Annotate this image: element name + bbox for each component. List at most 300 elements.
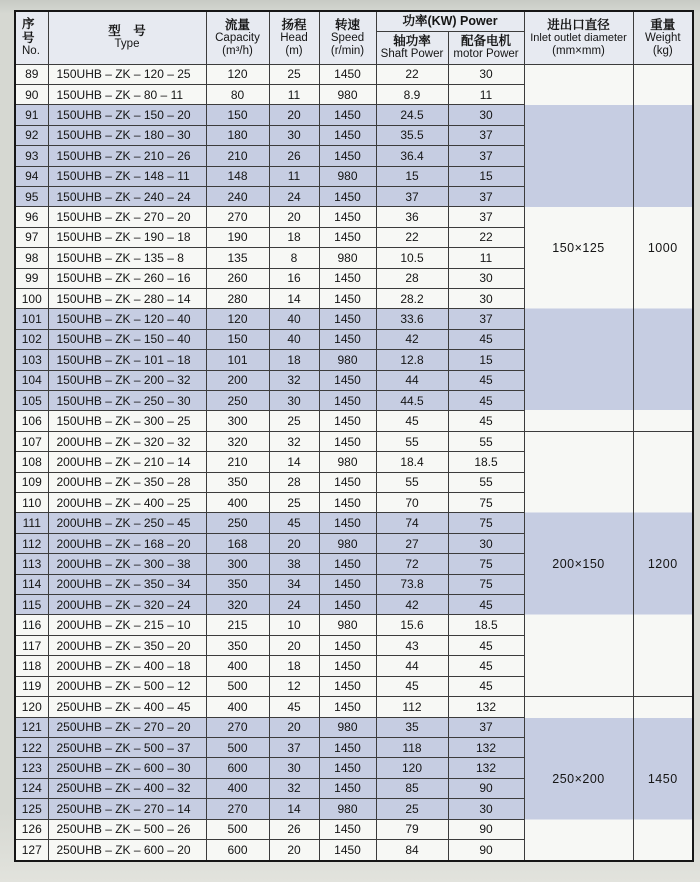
cell-motor-power: 75 <box>448 493 524 513</box>
cell-no: 94 <box>15 166 48 186</box>
cell-weight-group: 1000 <box>633 64 693 431</box>
cell-speed: 1450 <box>319 778 376 798</box>
cell-motor-power: 90 <box>448 839 524 861</box>
cell-capacity: 250 <box>206 513 269 533</box>
cell-no: 113 <box>15 554 48 574</box>
cell-no: 116 <box>15 615 48 635</box>
cell-shaft-power: 55 <box>376 431 448 451</box>
header-motor-power-en: motor Power <box>453 48 519 60</box>
cell-type: 150UHB – ZK – 80 – 11 <box>48 84 206 104</box>
cell-speed: 1450 <box>319 697 376 717</box>
cell-type: 150UHB – ZK – 120 – 25 <box>48 64 206 84</box>
cell-head: 32 <box>269 778 319 798</box>
cell-capacity: 200 <box>206 370 269 390</box>
cell-capacity: 150 <box>206 329 269 349</box>
cell-motor-power: 37 <box>448 125 524 145</box>
cell-no: 109 <box>15 472 48 492</box>
cell-speed: 1450 <box>319 288 376 308</box>
table-body <box>15 64 693 861</box>
cell-shaft-power: 35.5 <box>376 125 448 145</box>
cell-shaft-power: 22 <box>376 64 448 84</box>
table-header <box>15 11 693 64</box>
cell-shaft-power: 27 <box>376 533 448 553</box>
header-type-en: Type <box>114 38 140 51</box>
cell-head: 37 <box>269 737 319 757</box>
cell-type: 200UHB – ZK – 320 – 24 <box>48 595 206 615</box>
cell-capacity: 320 <box>206 431 269 451</box>
cell-speed: 1450 <box>319 839 376 861</box>
cell-speed: 980 <box>319 452 376 472</box>
cell-speed: 1450 <box>319 125 376 145</box>
cell-motor-power: 30 <box>448 288 524 308</box>
cell-type: 150UHB – ZK – 270 – 20 <box>48 207 206 227</box>
cell-capacity: 250 <box>206 391 269 411</box>
cell-head: 20 <box>269 635 319 655</box>
cell-head: 38 <box>269 554 319 574</box>
header-head-en: Head <box>280 31 308 44</box>
cell-shaft-power: 35 <box>376 717 448 737</box>
cell-type: 150UHB – ZK – 150 – 20 <box>48 105 206 125</box>
cell-head: 12 <box>269 676 319 696</box>
cell-head: 14 <box>269 288 319 308</box>
cell-no: 89 <box>15 64 48 84</box>
cell-capacity: 101 <box>206 350 269 370</box>
cell-head: 18 <box>269 227 319 247</box>
cell-motor-power: 37 <box>448 207 524 227</box>
cell-motor-power: 75 <box>448 554 524 574</box>
cell-capacity: 80 <box>206 84 269 104</box>
cell-speed: 1450 <box>319 737 376 757</box>
cell-head: 20 <box>269 839 319 861</box>
header-power-group <box>376 11 524 31</box>
cell-shaft-power: 112 <box>376 697 448 717</box>
cell-capacity: 600 <box>206 758 269 778</box>
cell-shaft-power: 15.6 <box>376 615 448 635</box>
table-row <box>15 697 693 717</box>
cell-type: 250UHB – ZK – 600 – 30 <box>48 758 206 778</box>
cell-shaft-power: 43 <box>376 635 448 655</box>
cell-motor-power: 18.5 <box>448 615 524 635</box>
cell-motor-power: 45 <box>448 656 524 676</box>
cell-shaft-power: 8.9 <box>376 84 448 104</box>
cell-motor-power: 75 <box>448 513 524 533</box>
cell-no: 110 <box>15 493 48 513</box>
cell-head: 20 <box>269 533 319 553</box>
header-type <box>48 11 206 64</box>
cell-capacity: 600 <box>206 839 269 861</box>
cell-no: 104 <box>15 370 48 390</box>
cell-no: 101 <box>15 309 48 329</box>
cell-speed: 1450 <box>319 309 376 329</box>
cell-shaft-power: 12.8 <box>376 350 448 370</box>
header-speed <box>319 11 376 64</box>
cell-head: 11 <box>269 84 319 104</box>
cell-shaft-power: 45 <box>376 676 448 696</box>
cell-no: 117 <box>15 635 48 655</box>
cell-shaft-power: 85 <box>376 778 448 798</box>
cell-capacity: 168 <box>206 533 269 553</box>
cell-motor-power: 30 <box>448 799 524 819</box>
cell-shaft-power: 42 <box>376 329 448 349</box>
cell-motor-power: 45 <box>448 370 524 390</box>
cell-shaft-power: 73.8 <box>376 574 448 594</box>
header-motor-power-zh: 配备电机 <box>461 34 512 48</box>
cell-capacity: 400 <box>206 697 269 717</box>
cell-motor-power: 132 <box>448 758 524 778</box>
cell-no: 120 <box>15 697 48 717</box>
cell-head: 30 <box>269 758 319 778</box>
cell-head: 8 <box>269 248 319 268</box>
cell-motor-power: 132 <box>448 697 524 717</box>
cell-speed: 1450 <box>319 411 376 431</box>
header-diameter-en: Inlet outlet diameter <box>530 31 627 44</box>
cell-type: 150UHB – ZK – 200 – 32 <box>48 370 206 390</box>
cell-type: 150UHB – ZK – 190 – 18 <box>48 227 206 247</box>
cell-type: 250UHB – ZK – 270 – 20 <box>48 717 206 737</box>
cell-speed: 980 <box>319 615 376 635</box>
cell-type: 200UHB – ZK – 500 – 12 <box>48 676 206 696</box>
header-diameter-zh: 进出口直径 <box>547 17 610 32</box>
header-shaft-power <box>376 31 448 64</box>
header-diameter <box>524 11 633 64</box>
cell-capacity: 500 <box>206 737 269 757</box>
cell-shaft-power: 45 <box>376 411 448 431</box>
cell-motor-power: 37 <box>448 309 524 329</box>
cell-capacity: 350 <box>206 472 269 492</box>
cell-no: 111 <box>15 513 48 533</box>
cell-head: 11 <box>269 166 319 186</box>
cell-capacity: 350 <box>206 635 269 655</box>
cell-speed: 1450 <box>319 493 376 513</box>
cell-shaft-power: 33.6 <box>376 309 448 329</box>
cell-motor-power: 15 <box>448 350 524 370</box>
cell-no: 91 <box>15 105 48 125</box>
cell-shaft-power: 22 <box>376 227 448 247</box>
cell-no: 98 <box>15 248 48 268</box>
cell-head: 14 <box>269 452 319 472</box>
cell-type: 150UHB – ZK – 250 – 30 <box>48 391 206 411</box>
cell-type: 200UHB – ZK – 210 – 14 <box>48 452 206 472</box>
cell-head: 16 <box>269 268 319 288</box>
cell-speed: 980 <box>319 84 376 104</box>
cell-type: 200UHB – ZK – 400 – 25 <box>48 493 206 513</box>
cell-capacity: 500 <box>206 819 269 839</box>
table-row <box>15 64 693 84</box>
cell-speed: 1450 <box>319 819 376 839</box>
cell-no: 115 <box>15 595 48 615</box>
cell-type: 150UHB – ZK – 240 – 24 <box>48 186 206 206</box>
cell-capacity: 400 <box>206 493 269 513</box>
cell-head: 30 <box>269 391 319 411</box>
header-capacity-unit: (m³/h) <box>222 44 253 57</box>
cell-speed: 1450 <box>319 227 376 247</box>
cell-speed: 1450 <box>319 656 376 676</box>
cell-no: 105 <box>15 391 48 411</box>
cell-capacity: 135 <box>206 248 269 268</box>
cell-motor-power: 90 <box>448 778 524 798</box>
cell-shaft-power: 74 <box>376 513 448 533</box>
cell-type: 150UHB – ZK – 148 – 11 <box>48 166 206 186</box>
cell-motor-power: 45 <box>448 595 524 615</box>
header-weight-zh: 重量 <box>650 17 676 32</box>
cell-speed: 980 <box>319 717 376 737</box>
cell-speed: 1450 <box>319 105 376 125</box>
cell-no: 123 <box>15 758 48 778</box>
cell-head: 26 <box>269 146 319 166</box>
cell-head: 18 <box>269 350 319 370</box>
cell-capacity: 215 <box>206 615 269 635</box>
cell-no: 95 <box>15 186 48 206</box>
cell-type: 250UHB – ZK – 400 – 45 <box>48 697 206 717</box>
cell-shaft-power: 37 <box>376 186 448 206</box>
cell-head: 18 <box>269 656 319 676</box>
cell-capacity: 260 <box>206 268 269 288</box>
header-power-group-label: 功率(KW) Power <box>402 14 498 29</box>
header-capacity-zh: 流量 <box>224 17 250 32</box>
cell-head: 25 <box>269 411 319 431</box>
cell-motor-power: 37 <box>448 186 524 206</box>
cell-head: 25 <box>269 493 319 513</box>
cell-type: 200UHB – ZK – 250 – 45 <box>48 513 206 533</box>
cell-capacity: 320 <box>206 595 269 615</box>
cell-type: 150UHB – ZK – 120 – 40 <box>48 309 206 329</box>
cell-shaft-power: 24.5 <box>376 105 448 125</box>
cell-motor-power: 11 <box>448 248 524 268</box>
cell-motor-power: 45 <box>448 391 524 411</box>
header-capacity <box>206 11 269 64</box>
cell-capacity: 500 <box>206 676 269 696</box>
cell-motor-power: 30 <box>448 533 524 553</box>
cell-no: 100 <box>15 288 48 308</box>
header-shaft-power-en: Shaft Power <box>380 48 444 60</box>
cell-type: 150UHB – ZK – 280 – 14 <box>48 288 206 308</box>
cell-no: 93 <box>15 146 48 166</box>
cell-type: 250UHB – ZK – 270 – 14 <box>48 799 206 819</box>
cell-type: 200UHB – ZK – 350 – 20 <box>48 635 206 655</box>
cell-type: 200UHB – ZK – 320 – 32 <box>48 431 206 451</box>
cell-head: 14 <box>269 799 319 819</box>
cell-no: 107 <box>15 431 48 451</box>
cell-type: 200UHB – ZK – 168 – 20 <box>48 533 206 553</box>
cell-speed: 1450 <box>319 635 376 655</box>
cell-speed: 1450 <box>319 574 376 594</box>
cell-diameter-group: 200×150 <box>524 431 633 696</box>
cell-no: 102 <box>15 329 48 349</box>
header-no <box>15 11 48 64</box>
header-weight-en: Weight <box>644 31 681 44</box>
cell-head: 30 <box>269 125 319 145</box>
header-weight <box>633 11 693 64</box>
cell-shaft-power: 79 <box>376 819 448 839</box>
cell-type: 150UHB – ZK – 101 – 18 <box>48 350 206 370</box>
header-speed-unit: (r/min) <box>330 44 365 57</box>
cell-capacity: 300 <box>206 554 269 574</box>
cell-type: 250UHB – ZK – 500 – 26 <box>48 819 206 839</box>
cell-head: 28 <box>269 472 319 492</box>
cell-no: 90 <box>15 84 48 104</box>
cell-motor-power: 75 <box>448 574 524 594</box>
cell-capacity: 270 <box>206 799 269 819</box>
pump-spec-table <box>14 10 694 862</box>
cell-motor-power: 45 <box>448 635 524 655</box>
table-row <box>15 431 693 451</box>
cell-diameter-group: 250×200 <box>524 697 633 861</box>
cell-head: 32 <box>269 370 319 390</box>
cell-shaft-power: 36.4 <box>376 146 448 166</box>
cell-motor-power: 55 <box>448 472 524 492</box>
cell-shaft-power: 55 <box>376 472 448 492</box>
cell-capacity: 190 <box>206 227 269 247</box>
cell-type: 200UHB – ZK – 300 – 38 <box>48 554 206 574</box>
cell-type: 150UHB – ZK – 150 – 40 <box>48 329 206 349</box>
cell-speed: 1450 <box>319 554 376 574</box>
cell-speed: 1450 <box>319 268 376 288</box>
cell-head: 10 <box>269 615 319 635</box>
cell-motor-power: 55 <box>448 431 524 451</box>
cell-no: 124 <box>15 778 48 798</box>
header-no-zh2: 号 <box>22 31 35 46</box>
cell-motor-power: 90 <box>448 819 524 839</box>
cell-speed: 980 <box>319 248 376 268</box>
cell-motor-power: 37 <box>448 146 524 166</box>
cell-motor-power: 30 <box>448 64 524 84</box>
cell-weight-group: 1200 <box>633 431 693 696</box>
cell-shaft-power: 42 <box>376 595 448 615</box>
cell-motor-power: 45 <box>448 329 524 349</box>
cell-speed: 980 <box>319 533 376 553</box>
cell-speed: 1450 <box>319 146 376 166</box>
cell-type: 200UHB – ZK – 215 – 10 <box>48 615 206 635</box>
cell-speed: 1450 <box>319 513 376 533</box>
cell-capacity: 280 <box>206 288 269 308</box>
header-shaft-power-zh: 轴功率 <box>393 34 431 48</box>
cell-shaft-power: 72 <box>376 554 448 574</box>
cell-capacity: 240 <box>206 186 269 206</box>
header-weight-unit: (kg) <box>652 44 673 57</box>
cell-no: 92 <box>15 125 48 145</box>
cell-shaft-power: 15 <box>376 166 448 186</box>
cell-type: 150UHB – ZK – 260 – 16 <box>48 268 206 288</box>
cell-no: 114 <box>15 574 48 594</box>
cell-speed: 980 <box>319 799 376 819</box>
cell-speed: 1450 <box>319 186 376 206</box>
cell-capacity: 210 <box>206 146 269 166</box>
cell-no: 119 <box>15 676 48 696</box>
cell-type: 250UHB – ZK – 400 – 32 <box>48 778 206 798</box>
cell-capacity: 210 <box>206 452 269 472</box>
cell-shaft-power: 70 <box>376 493 448 513</box>
cell-speed: 1450 <box>319 207 376 227</box>
cell-shaft-power: 84 <box>376 839 448 861</box>
cell-capacity: 148 <box>206 166 269 186</box>
cell-no: 127 <box>15 839 48 861</box>
cell-speed: 1450 <box>319 64 376 84</box>
cell-weight-group: 1450 <box>633 697 693 861</box>
cell-no: 97 <box>15 227 48 247</box>
cell-speed: 1450 <box>319 391 376 411</box>
cell-no: 96 <box>15 207 48 227</box>
cell-shaft-power: 44 <box>376 370 448 390</box>
cell-capacity: 400 <box>206 656 269 676</box>
cell-head: 45 <box>269 513 319 533</box>
cell-no: 99 <box>15 268 48 288</box>
cell-motor-power: 37 <box>448 717 524 737</box>
cell-motor-power: 45 <box>448 411 524 431</box>
cell-shaft-power: 10.5 <box>376 248 448 268</box>
header-no-zh1: 序 <box>22 17 35 32</box>
cell-no: 125 <box>15 799 48 819</box>
cell-shaft-power: 28 <box>376 268 448 288</box>
cell-speed: 1450 <box>319 370 376 390</box>
cell-no: 126 <box>15 819 48 839</box>
cell-no: 108 <box>15 452 48 472</box>
cell-head: 24 <box>269 595 319 615</box>
cell-capacity: 400 <box>206 778 269 798</box>
cell-head: 40 <box>269 329 319 349</box>
header-capacity-en: Capacity <box>215 31 260 44</box>
cell-motor-power: 11 <box>448 84 524 104</box>
cell-speed: 1450 <box>319 329 376 349</box>
header-motor-power <box>448 31 524 64</box>
header-no-en: No. <box>22 45 40 58</box>
cell-diameter-group: 150×125 <box>524 64 633 431</box>
header-type-zh: 型 号 <box>108 24 146 39</box>
cell-shaft-power: 44 <box>376 656 448 676</box>
cell-no: 121 <box>15 717 48 737</box>
cell-type: 250UHB – ZK – 600 – 20 <box>48 839 206 861</box>
cell-head: 26 <box>269 819 319 839</box>
cell-speed: 980 <box>319 350 376 370</box>
cell-head: 24 <box>269 186 319 206</box>
cell-motor-power: 22 <box>448 227 524 247</box>
cell-capacity: 150 <box>206 105 269 125</box>
cell-type: 200UHB – ZK – 400 – 18 <box>48 656 206 676</box>
cell-shaft-power: 25 <box>376 799 448 819</box>
cell-speed: 980 <box>319 166 376 186</box>
cell-capacity: 120 <box>206 64 269 84</box>
header-head-zh: 扬程 <box>281 17 307 32</box>
cell-head: 40 <box>269 309 319 329</box>
cell-speed: 1450 <box>319 758 376 778</box>
cell-speed: 1450 <box>319 676 376 696</box>
cell-type: 150UHB – ZK – 135 – 8 <box>48 248 206 268</box>
cell-motor-power: 30 <box>448 105 524 125</box>
header-diameter-unit: (mm×mm) <box>552 44 605 57</box>
cell-shaft-power: 44.5 <box>376 391 448 411</box>
cell-shaft-power: 28.2 <box>376 288 448 308</box>
cell-capacity: 180 <box>206 125 269 145</box>
cell-shaft-power: 36 <box>376 207 448 227</box>
cell-no: 103 <box>15 350 48 370</box>
cell-head: 20 <box>269 717 319 737</box>
cell-head: 20 <box>269 105 319 125</box>
cell-head: 20 <box>269 207 319 227</box>
cell-shaft-power: 18.4 <box>376 452 448 472</box>
header-speed-en: Speed <box>330 31 365 44</box>
cell-type: 200UHB – ZK – 350 – 28 <box>48 472 206 492</box>
cell-motor-power: 15 <box>448 166 524 186</box>
cell-capacity: 300 <box>206 411 269 431</box>
cell-motor-power: 132 <box>448 737 524 757</box>
cell-speed: 1450 <box>319 431 376 451</box>
cell-type: 250UHB – ZK – 500 – 37 <box>48 737 206 757</box>
cell-head: 45 <box>269 697 319 717</box>
cell-capacity: 270 <box>206 717 269 737</box>
cell-no: 112 <box>15 533 48 553</box>
cell-no: 118 <box>15 656 48 676</box>
cell-type: 150UHB – ZK – 210 – 26 <box>48 146 206 166</box>
cell-shaft-power: 118 <box>376 737 448 757</box>
